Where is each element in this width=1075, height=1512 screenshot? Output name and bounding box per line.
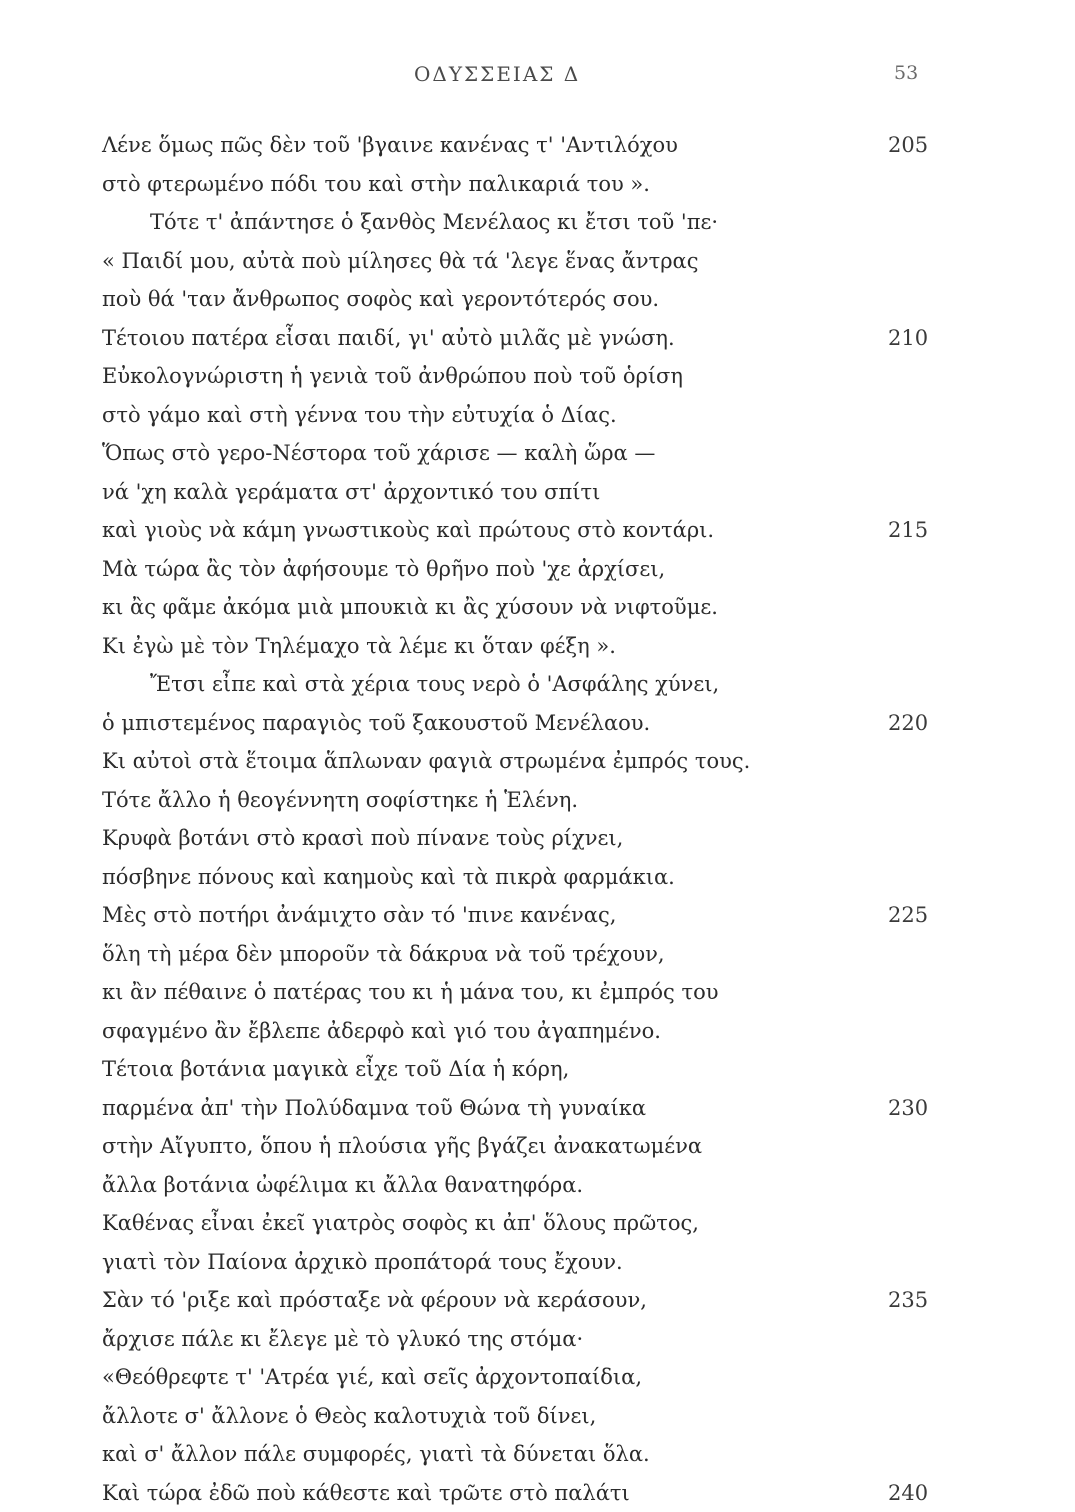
verse-text: στὴν Αἴγυπτο, ὅπου ἡ πλούσια γῆς βγάζει ἀνακατωμένα xyxy=(102,1127,702,1166)
line-number: 205 xyxy=(888,126,928,165)
running-head-title: ΟΔΥΣΣΕΙΑΣ Δ xyxy=(414,62,580,86)
verse-text: Τότε ἄλλο ἡ θεογέννητη σοφίστηκε ἡ Ἑλένη. xyxy=(102,781,578,820)
page-number: 53 xyxy=(894,62,918,84)
verse-line xyxy=(102,242,962,281)
line-number: 235 xyxy=(888,1281,928,1320)
line-number: 210 xyxy=(888,319,928,358)
verse-line xyxy=(102,1474,962,1512)
verse-text: Μὲς στὸ ποτήρι ἀνάμιχτο σὰν τό 'πινε κανένας, xyxy=(102,896,616,935)
verse-text: Κι ἐγὼ μὲ τὸν Τηλέμαχο τὰ λέμε κι ὅταν φέξη ». xyxy=(102,627,616,666)
verse-line xyxy=(102,704,962,743)
verse-line xyxy=(102,588,962,627)
verse-line xyxy=(102,165,962,204)
verse-line xyxy=(102,1281,962,1320)
verse-text: γιατὶ τὸν Παίονα ἀρχικὸ προπάτορά τους ἔχουν. xyxy=(102,1243,623,1282)
verse-line xyxy=(102,1435,962,1474)
verse-text: καὶ γιοὺς νὰ κάμη γνωστικοὺς καὶ πρώτους στὸ κοντάρι. xyxy=(102,511,714,550)
verse-line xyxy=(102,1012,962,1051)
verse-line xyxy=(102,1320,962,1359)
verse-line xyxy=(102,665,962,704)
line-number: 215 xyxy=(888,511,928,550)
verse-text: κι ἂν πέθαινε ὁ πατέρας του κι ἡ μάνα του, κι ἐμπρός του xyxy=(102,973,719,1012)
verse-text: Κρυφὰ βοτάνι στὸ κρασὶ ποὺ πίνανε τοὺς ρίχνει, xyxy=(102,819,623,858)
verse-line xyxy=(102,935,962,974)
verse-text: Λένε ὅμως πῶς δὲν τοῦ 'βγαινε κανένας τ' 'Αντιλόχου xyxy=(102,126,678,165)
verse-line xyxy=(102,627,962,666)
verse-line xyxy=(102,511,962,550)
verse-line xyxy=(102,781,962,820)
verse-line xyxy=(102,1243,962,1282)
verse-block xyxy=(102,126,962,1512)
verse-line xyxy=(102,1127,962,1166)
verse-text: παρμένα ἀπ' τὴν Πολύδαμνα τοῦ Θώνα τὴ γυναίκα xyxy=(102,1089,646,1128)
verse-line xyxy=(102,203,962,242)
verse-text: κι ἂς φᾶμε ἀκόμα μιὰ μπουκιὰ κι ἂς χύσουν νὰ νιφτοῦμε. xyxy=(102,588,718,627)
verse-line xyxy=(102,896,962,935)
line-number: 220 xyxy=(888,704,928,743)
verse-text: σφαγμένο ἂν ἔβλεπε ἀδερφὸ καὶ γιό του ἀγαπημένο. xyxy=(102,1012,661,1051)
verse-text: Μὰ τώρα ἂς τὸν ἀφήσουμε τὸ θρῆνο ποὺ 'χε ἀρχίσει, xyxy=(102,550,665,589)
line-number: 230 xyxy=(888,1089,928,1128)
verse-text: Εὐκολογνώριστη ἡ γενιὰ τοῦ ἀνθρώπου ποὺ τοῦ ὁρίση xyxy=(102,357,683,396)
verse-text: στὸ γάμο καὶ στὴ γέννα του τὴν εὐτυχία ὁ Δίας. xyxy=(102,396,617,435)
verse-line xyxy=(102,1050,962,1089)
verse-text: Τότε τ' ἀπάντησε ὁ ξανθὸς Μενέλαος κι ἔτσι τοῦ 'πε· xyxy=(150,203,718,242)
verse-line xyxy=(102,1358,962,1397)
verse-line xyxy=(102,126,962,165)
verse-text: Κι αὐτοὶ στὰ ἕτοιμα ἅπλωναν φαγιὰ στρωμένα ἐμπρός τους. xyxy=(102,742,750,781)
verse-text: Τέτοια βοτάνια μαγικὰ εἶχε τοῦ Δία ἡ κόρη, xyxy=(102,1050,569,1089)
verse-line xyxy=(102,819,962,858)
verse-line xyxy=(102,1166,962,1205)
verse-line xyxy=(102,357,962,396)
verse-text: Ἔτσι εἶπε καὶ στὰ χέρια τους νερὸ ὁ 'Ασφάλης χύνει, xyxy=(150,665,719,704)
verse-text: ἄλλα βοτάνια ὠφέλιμα κι ἄλλα θανατηφόρα. xyxy=(102,1166,583,1205)
verse-text: «Θεόθρεφτε τ' 'Ατρέα γιέ, καὶ σεῖς ἀρχοντοπαίδια, xyxy=(102,1358,642,1397)
verse-text: ποὺ θά 'ταν ἄνθρωπος σοφὸς καὶ γεροντότερός σου. xyxy=(102,280,659,319)
verse-line xyxy=(102,319,962,358)
verse-line xyxy=(102,858,962,897)
line-number: 225 xyxy=(888,896,928,935)
running-head xyxy=(0,62,1075,92)
verse-line xyxy=(102,473,962,512)
verse-text: « Παιδί μου, αὐτὰ ποὺ μίλησες θὰ τά 'λεγε ἕνας ἄντρας xyxy=(102,242,699,281)
verse-text: Ὅπως στὸ γερο-Νέστορα τοῦ χάρισε — καλὴ ὥρα — xyxy=(102,434,655,473)
verse-line xyxy=(102,280,962,319)
verse-text: ὁ μπιστεμένος παραγιὸς τοῦ ξακουστοῦ Μενέλαου. xyxy=(102,704,650,743)
verse-text: νά 'χη καλὰ γεράματα στ' ἀρχοντικό του σπίτι xyxy=(102,473,600,512)
verse-line xyxy=(102,1089,962,1128)
verse-line xyxy=(102,973,962,1012)
verse-line xyxy=(102,434,962,473)
verse-text: ἄλλοτε σ' ἄλλονε ὁ Θεὸς καλοτυχιὰ τοῦ δίνει, xyxy=(102,1397,596,1436)
verse-line xyxy=(102,742,962,781)
verse-text: στὸ φτερωμένο πόδι του καὶ στὴν παλικαριά του ». xyxy=(102,165,650,204)
line-number: 240 xyxy=(888,1474,928,1512)
verse-text: καὶ σ' ἄλλον πάλε συμφορές, γιατὶ τὰ δύνεται ὅλα. xyxy=(102,1435,650,1474)
verse-text: Τέτοιου πατέρα εἶσαι παιδί, γι' αὐτὸ μιλᾶς μὲ γνώση. xyxy=(102,319,675,358)
verse-line xyxy=(102,396,962,435)
verse-text: Καθένας εἶναι ἐκεῖ γιατρὸς σοφὸς κι ἀπ' ὅλους πρῶτος, xyxy=(102,1204,699,1243)
verse-text: Καὶ τώρα ἐδῶ ποὺ κάθεστε καὶ τρῶτε στὸ παλάτι xyxy=(102,1474,630,1512)
verse-line xyxy=(102,1397,962,1436)
verse-text: ἄρχισε πάλε κι ἔλεγε μὲ τὸ γλυκό της στόμα· xyxy=(102,1320,583,1359)
verse-text: ὅλη τὴ μέρα δὲν μποροῦν τὰ δάκρυα νὰ τοῦ τρέχουν, xyxy=(102,935,665,974)
verse-text: Σὰν τό 'ριξε καὶ πρόσταξε νὰ φέρουν νὰ κεράσουν, xyxy=(102,1281,647,1320)
verse-text: πόσβηνε πόνους καὶ καημοὺς καὶ τὰ πικρὰ φαρμάκια. xyxy=(102,858,675,897)
verse-line xyxy=(102,1204,962,1243)
verse-line xyxy=(102,550,962,589)
